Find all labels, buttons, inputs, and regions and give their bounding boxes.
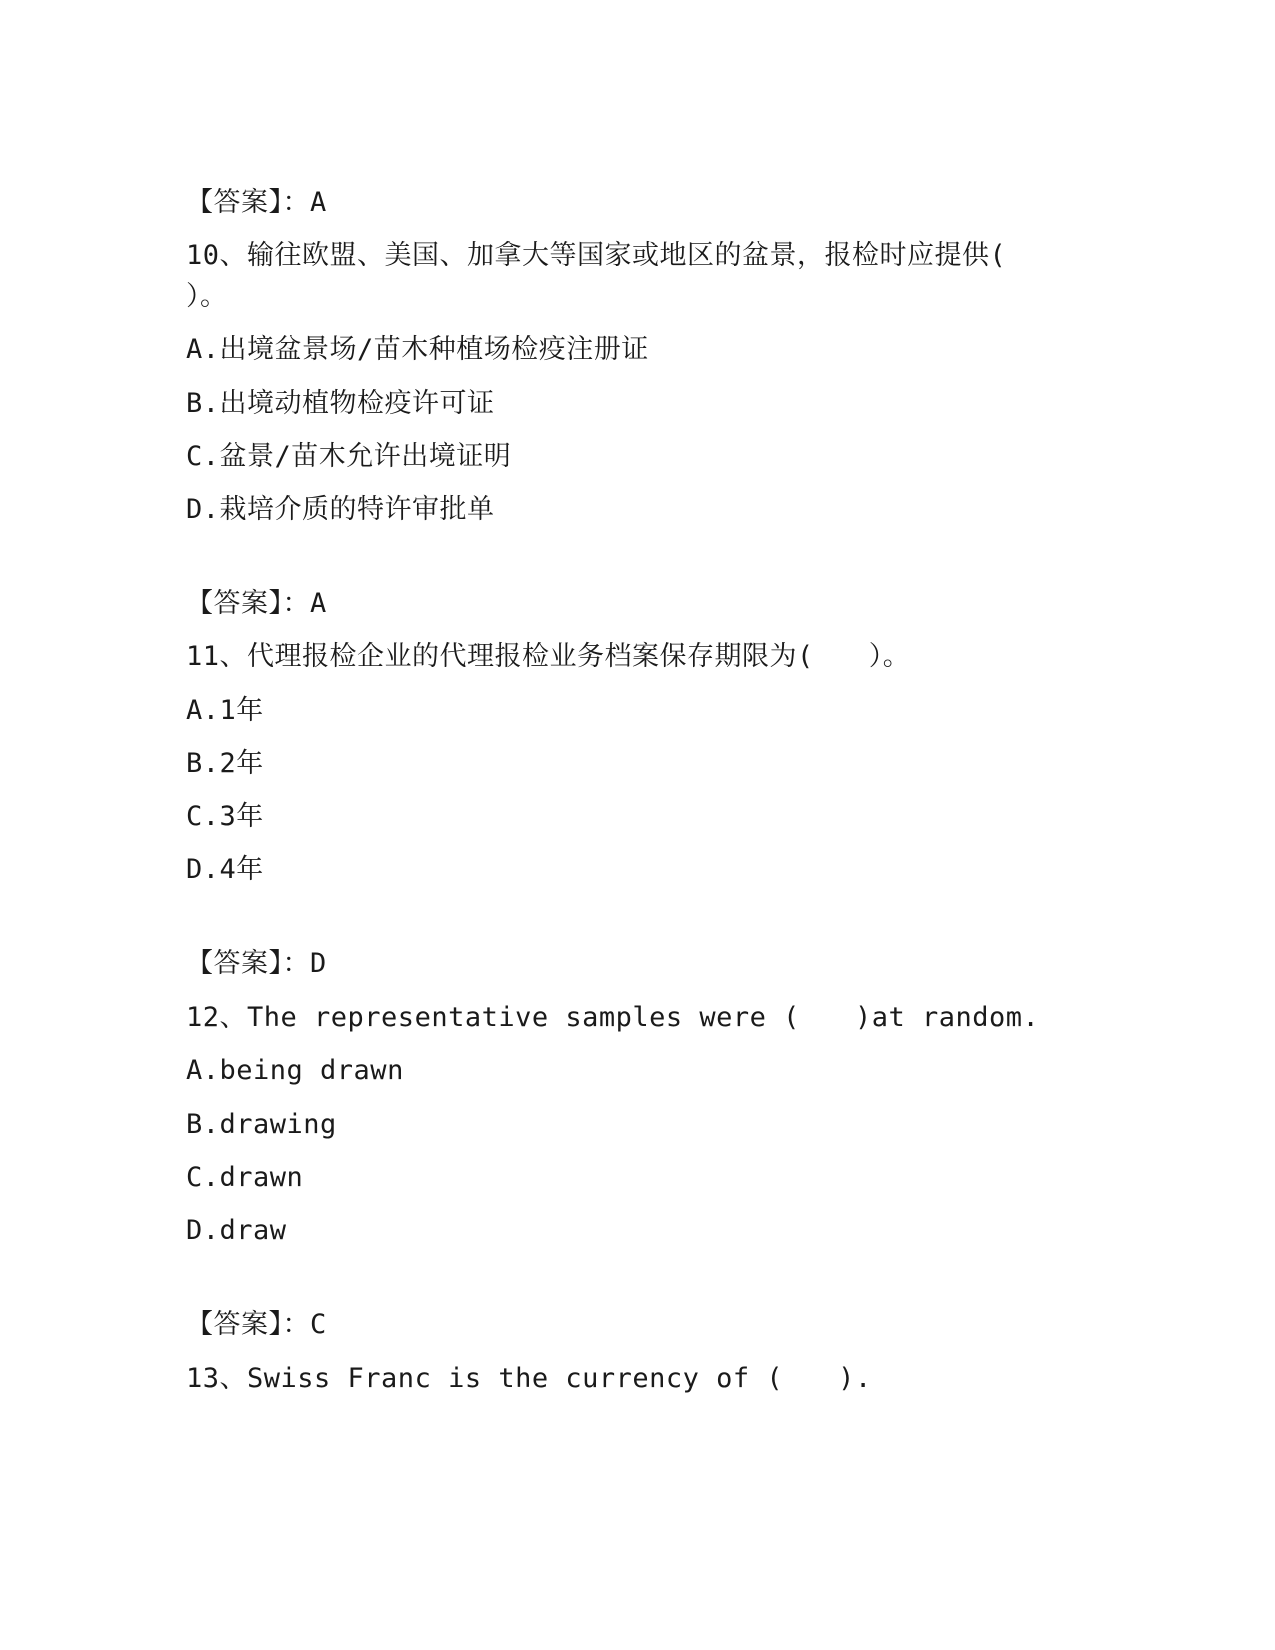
answer-label: 【答案】：D: [186, 948, 327, 979]
answer-label: 【答案】：A: [186, 588, 327, 619]
question-11-option-a: A.1年: [186, 695, 264, 726]
question-11-option-d: D.4年: [186, 854, 264, 885]
question-10-option-a: A.出境盆景场/苗木种植场检疫注册证: [186, 334, 649, 365]
question-11-line-1: 11、代理报检企业的代理报检业务档案保存期限为( ）。: [186, 641, 911, 672]
question-10-line-2: ）。: [186, 281, 228, 312]
question-11-option-b: B.2年: [186, 748, 264, 779]
question-10-line-1: 10、输往欧盟、美国、加拿大等国家或地区的盆景，报检时应提供(: [186, 240, 1007, 271]
answer-label: 【答案】：C: [186, 1309, 327, 1340]
question-12-option-c: C.drawn: [186, 1162, 304, 1193]
question-13-line-1: 13、Swiss Franc is the currency of ( ).: [186, 1363, 872, 1394]
question-10-option-d: D.栽培介质的特许审批单: [186, 494, 495, 525]
question-11-option-c: C.3年: [186, 801, 264, 832]
question-12-option-b: B.drawing: [186, 1109, 337, 1140]
question-12-option-d: D.draw: [186, 1215, 287, 1246]
question-12-option-a: A.being drawn: [186, 1055, 404, 1086]
question-10-option-c: C.盆景/苗木允许出境证明: [186, 441, 512, 472]
question-10-option-b: B.出境动植物检疫许可证: [186, 388, 495, 419]
question-12-line-1: 12、The representative samples were ( )at random.: [186, 1002, 1040, 1033]
answer-label: 【答案】：A: [186, 187, 327, 218]
